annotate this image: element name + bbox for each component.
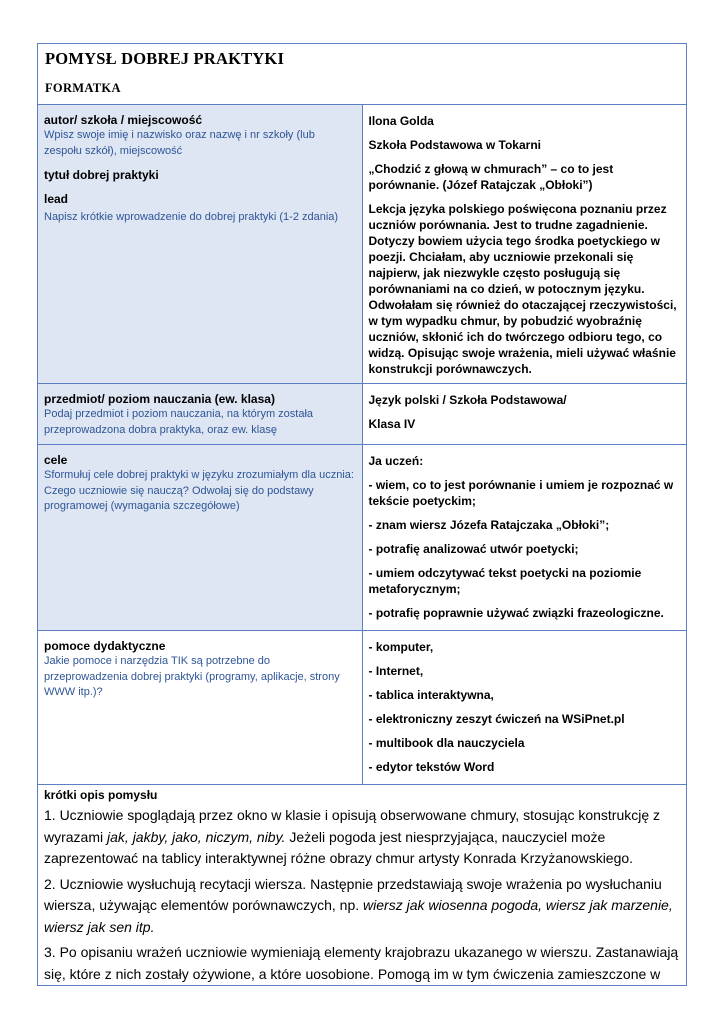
author-row bbox=[38, 105, 687, 384]
description-paragraph-2 bbox=[44, 874, 680, 939]
practice-title: „Chodzić z głową w chmurach” – co to jest porównanie. (Józef Ratajczak „Obłoki”) bbox=[368, 162, 614, 192]
description-p2-italic: wiersz jak wiosenna pogoda, wiersz jak marzenie, wiersz jak sen itp. bbox=[44, 897, 673, 935]
author-label-cell bbox=[38, 105, 363, 384]
author-label: autor/ szkoła / miejscowość bbox=[44, 113, 203, 127]
description-label: krótki opis pomysłu bbox=[44, 788, 158, 802]
aids-hint: Jakie pomoce i narzędzia TIK są potrzebne do przeprowadzenia dobrej praktyki (programy, aplikacje, strony WWW itp.)? bbox=[44, 655, 340, 698]
aid-item: - edytor tekstów Word bbox=[368, 760, 495, 774]
description-paragraph-1 bbox=[44, 805, 680, 870]
form-sheet bbox=[37, 43, 687, 986]
lead-text: Lekcja języka polskiego poświęcona poznaniu przez uczniów porównania. Jest to trudne zagadnienie. Dotyczy bowiem użycia tego środka poetyckiego w poezji. Chciałam, aby uczniowie przekonali się najpierw, jak niezwykle często posługują się porównaniami na co dzień, w potocznym języku. Odwołałam się również do otaczającej rzeczywistości, w tym wypadku chmur, by pobudzić wyobraźnię uczniów, skłonić ich do twórczego odbioru tego, co widzą. Opisując swoje wrażenia, mieli używać właśnie konstrukcji porównawczych. bbox=[368, 202, 677, 376]
author-hint: Wpisz swoje imię i nazwisko oraz nazwę i nr szkoły (lub zespołu szkół), miejscowość bbox=[44, 129, 315, 157]
aid-item: - multibook dla nauczyciela bbox=[368, 736, 525, 750]
goal-item: - umiem odczytywać tekst poetycki na poziomie metaforycznym; bbox=[368, 566, 642, 596]
subject-value-line2: Klasa IV bbox=[368, 417, 416, 431]
goals-value-cell bbox=[362, 445, 687, 631]
aid-item: - komputer, bbox=[368, 640, 434, 654]
goal-item: - potrafię poprawnie używać związki frazeologiczne. bbox=[368, 606, 664, 620]
goal-item: - znam wiersz Józefa Ratajczaka „Obłoki”; bbox=[368, 518, 610, 532]
description-body bbox=[44, 805, 680, 985]
description-row bbox=[38, 785, 687, 986]
lead-label: lead bbox=[44, 192, 69, 206]
goals-intro: Ja uczeń: bbox=[368, 454, 424, 468]
subject-label-cell bbox=[38, 384, 363, 445]
aid-item: - tablica interaktywna, bbox=[368, 688, 494, 702]
aids-value-cell bbox=[362, 631, 687, 785]
aid-item: - elektroniczny zeszyt ćwiczeń na WSiPnet.pl bbox=[368, 712, 625, 726]
goals-hint: Sformułuj cele dobrej praktyki w języku zrozumiałym dla ucznia: Czego uczniowie się nauczą? Odwołaj się do podstawy programowej (wymagania szczegółowe) bbox=[44, 469, 354, 512]
subject-label: przedmiot/ poziom nauczania (ew. klasa) bbox=[44, 392, 275, 406]
description-cell bbox=[38, 785, 687, 986]
subject-value-line1: Język polski / Szkoła Podstawowa/ bbox=[368, 393, 567, 407]
subject-row bbox=[38, 384, 687, 445]
author-value-cell bbox=[362, 105, 687, 384]
description-p2-text-a: 2. Uczniowie wysłuchują recytacji wiersza. Następnie przedstawiają swoje wrażenia po wysłuchaniu wiersza, używając elementów porównawczych, np. bbox=[44, 875, 662, 913]
aids-label-cell bbox=[38, 631, 363, 785]
description-p1-text-b: Jeżeli pogoda jest niesprzyjająca, nauczyciel może zaprezentować na tablicy interaktywnej różne obrazy chmur artysty Konrada Krzyżanowskiego. bbox=[44, 828, 634, 866]
description-p1-text-a: 1. Uczniowie spoglądają przez okno w klasie i opisują obserwowane chmury, stosując konstrukcję z wyrazami bbox=[44, 807, 661, 845]
title-label: tytuł dobrej praktyki bbox=[44, 168, 159, 182]
goals-label-cell bbox=[38, 445, 363, 631]
document-subtitle: FORMATKA bbox=[45, 81, 121, 95]
aids-row bbox=[38, 631, 687, 785]
school-name: Szkoła Podstawowa w Tokarni bbox=[368, 138, 541, 152]
document-title: POMYSŁ DOBREJ PRAKTYKI bbox=[45, 49, 285, 68]
aid-item: - Internet, bbox=[368, 664, 424, 678]
header-row bbox=[38, 44, 687, 105]
goal-item: - potrafię analizować utwór poetycki; bbox=[368, 542, 579, 556]
subject-hint: Podaj przedmiot i poziom nauczania, na którym została przeprowadzona dobra praktyka, oraz ew. klasę bbox=[44, 408, 314, 436]
practice-form-table bbox=[37, 43, 687, 986]
goal-item: - wiem, co to jest porównanie i umiem je rozpoznać w tekście poetyckim; bbox=[368, 478, 674, 508]
aids-label: pomoce dydaktyczne bbox=[44, 639, 166, 653]
description-p1-italic: jak, jakby, jako, niczym, niby. bbox=[107, 828, 286, 845]
author-name: Ilona Golda bbox=[368, 114, 434, 128]
lead-hint: Napisz krótkie wprowadzenie do dobrej praktyki (1-2 zdania) bbox=[44, 211, 339, 223]
goals-row bbox=[38, 445, 687, 631]
header-cell bbox=[38, 44, 687, 105]
description-paragraph-3: 3. Po opisaniu wrażeń uczniowie wymieniają elementy krajobrazu ukazanego w wierszu. Zastanawiają się, które z nich zostały ożywione, a które uosobione. Pomogą im w tym ćwiczenia zamieszczone w bbox=[44, 944, 679, 982]
subject-value-cell bbox=[362, 384, 687, 445]
goals-label: cele bbox=[44, 453, 68, 467]
